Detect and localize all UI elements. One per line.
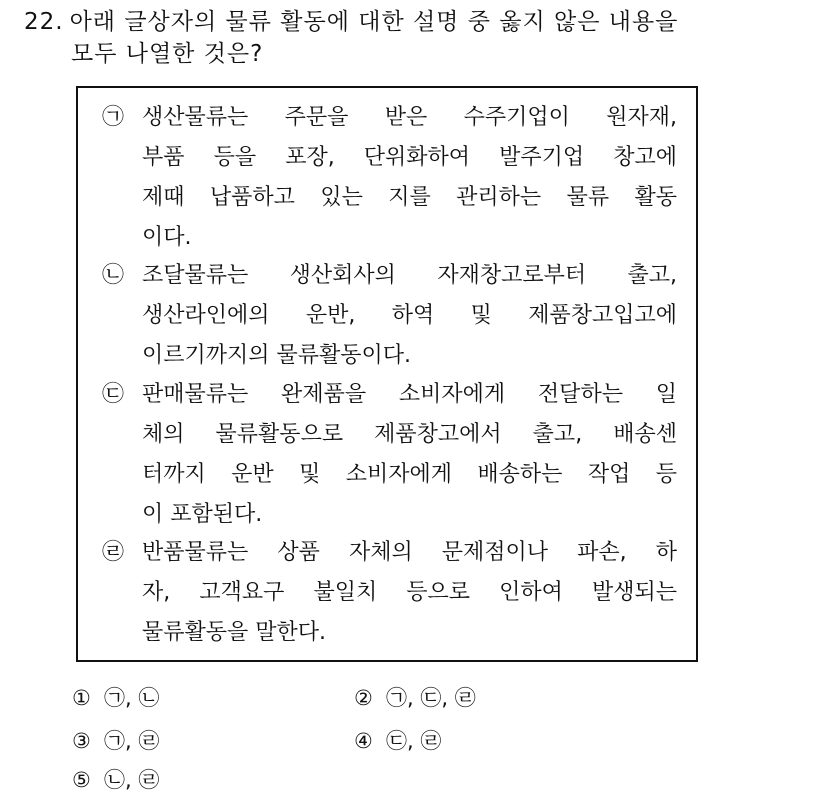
statement-marker: ㉡ <box>102 263 125 288</box>
question-number: 22. <box>24 9 64 35</box>
statement-d <box>102 533 682 653</box>
statement-b <box>102 256 682 376</box>
statement-line: 판매물류는 완제품을 소비자에게 전달하는 일 <box>142 382 677 407</box>
answer-choice-5[interactable] <box>72 766 159 794</box>
choice-text: ㉠, ㉢, ㉣ <box>386 686 476 710</box>
statement-line: 이르기까지의 물류활동이다. <box>142 343 412 368</box>
statement-line: 부품 등을 포장, 단위화하여 발주기업 창고에 <box>142 145 677 170</box>
choice-text: ㉠, ㉡ <box>104 686 160 710</box>
answer-choice-4[interactable] <box>354 727 441 755</box>
statement-line: 생산라인에의 운반, 하역 및 제품창고입고에 <box>142 303 677 328</box>
statement-marker: ㉣ <box>102 540 125 565</box>
statement-line: 조달물류는 생산회사의 자재창고로부터 출고, <box>142 263 677 288</box>
statement-c <box>102 375 682 535</box>
answer-choice-2[interactable] <box>354 684 476 712</box>
statement-line: 자, 고객요구 불일치 등으로 인하여 발생되는 <box>142 580 677 605</box>
choice-text: ㉡, ㉣ <box>104 768 160 792</box>
answer-choice-1[interactable] <box>72 684 159 712</box>
choice-number: ③ <box>72 729 91 753</box>
statement-line: 이 포함된다. <box>142 502 263 527</box>
statement-marker: ㉢ <box>102 382 125 407</box>
question-line-1 <box>24 6 804 38</box>
choice-text: ㉠, ㉣ <box>104 729 160 753</box>
choice-text: ㉢, ㉣ <box>386 729 442 753</box>
statement-line: 생산물류는 주문을 받은 수주기업이 원자재, <box>142 105 677 130</box>
choice-number: ① <box>72 686 91 710</box>
statement-line: 물류활동을 말한다. <box>142 620 327 645</box>
statement-line: 제때 납품하고 있는 지를 관리하는 물류 활동 <box>142 185 677 210</box>
question-text-line-1: 아래 글상자의 물류 활동에 대한 설명 중 옳지 않은 내용을 <box>69 9 679 35</box>
statement-box <box>76 86 698 662</box>
statement-marker: ㉠ <box>102 105 125 130</box>
choice-number: ④ <box>354 729 373 753</box>
statement-line: 반품물류는 상품 자체의 문제점이나 파손, 하 <box>142 540 677 565</box>
question-header <box>24 6 804 70</box>
statement-line: 터까지 운반 및 소비자에게 배송하는 작업 등 <box>142 462 677 487</box>
statement-line: 체의 물류활동으로 제품창고에서 출고, 배송센 <box>142 422 677 447</box>
answer-choice-3[interactable] <box>72 727 159 755</box>
choice-number: ② <box>354 686 373 710</box>
statement-line: 이다. <box>142 225 192 250</box>
question-text-line-2: 모두 나열한 것은? <box>71 41 264 67</box>
statement-a <box>102 98 682 258</box>
choice-number: ⑤ <box>72 768 91 792</box>
